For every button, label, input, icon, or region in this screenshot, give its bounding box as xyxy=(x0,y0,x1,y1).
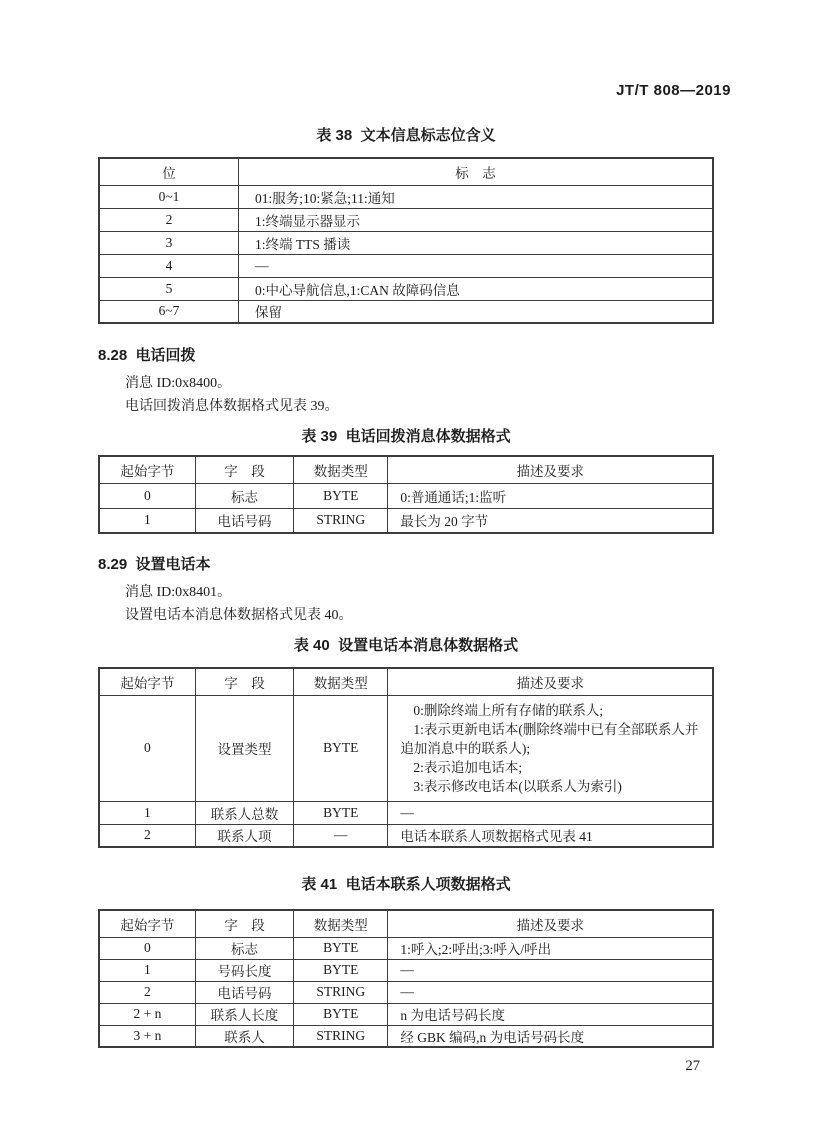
column-header: 数据类型 xyxy=(294,910,388,937)
table-cell: 联系人 xyxy=(195,1025,293,1047)
table-cell: 5 xyxy=(99,277,238,300)
table-cell: 1 xyxy=(99,801,195,824)
table-41 xyxy=(98,909,714,1048)
table-header-row xyxy=(99,668,713,695)
column-header: 起始字节 xyxy=(99,910,195,937)
section-828-message-id: 消息 ID:0x8400。 xyxy=(125,376,232,391)
table-cell: BYTE xyxy=(294,1003,388,1025)
table-cell: BYTE xyxy=(294,695,388,801)
section-828-table-ref: 电话回拨消息体数据格式见表 39。 xyxy=(125,399,339,414)
table-row xyxy=(99,231,713,254)
table-row xyxy=(99,1025,713,1047)
standard-number-header: JT/T 808—2019 xyxy=(616,82,731,99)
table-cell: 最长为 20 字节 xyxy=(388,508,713,533)
section-829-message-id: 消息 ID:0x8401。 xyxy=(125,585,232,600)
table-cell xyxy=(388,695,713,801)
table-row xyxy=(99,300,713,323)
table-cell: 1 xyxy=(99,508,195,533)
column-header: 描述及要求 xyxy=(388,668,713,695)
table-row xyxy=(99,508,713,533)
table-cell: BYTE xyxy=(294,937,388,959)
table-41-caption: 表 41 电话本联系人项数据格式 xyxy=(301,876,511,893)
table-cell: 0 xyxy=(99,695,195,801)
table-cell: 保留 xyxy=(238,300,713,323)
table-cell: — xyxy=(294,824,388,847)
page-number: 27 xyxy=(685,1058,700,1074)
table-row xyxy=(99,483,713,508)
table-cell: 经 GBK 编码,n 为电话号码长度 xyxy=(388,1025,713,1047)
table-cell: 01:服务;10:紧急;11:通知 xyxy=(238,185,713,208)
table-cell: 电话号码 xyxy=(195,508,293,533)
table-cell: — xyxy=(238,254,713,277)
table-cell: 1:终端 TTS 播读 xyxy=(238,231,713,254)
table-header-row xyxy=(99,456,713,483)
table-cell: 1 xyxy=(99,959,195,981)
table-cell: 3 xyxy=(99,231,238,254)
table-cell: 0~1 xyxy=(99,185,238,208)
table-cell: 6~7 xyxy=(99,300,238,323)
column-header: 描述及要求 xyxy=(388,910,713,937)
table-40-caption: 表 40 设置电话本消息体数据格式 xyxy=(293,637,519,654)
table-cell: 电话本联系人项数据格式见表 41 xyxy=(388,824,713,847)
column-header: 起始字节 xyxy=(99,456,195,483)
column-header: 数据类型 xyxy=(294,668,388,695)
table-cell: 3 + n xyxy=(99,1025,195,1047)
table-row xyxy=(99,824,713,847)
table-row xyxy=(99,277,713,300)
table-row xyxy=(99,959,713,981)
table-cell: 2 xyxy=(99,824,195,847)
table-cell: 0 xyxy=(99,937,195,959)
table-cell: — xyxy=(388,959,713,981)
column-header: 描述及要求 xyxy=(388,456,713,483)
table-cell: 4 xyxy=(99,254,238,277)
table-cell: BYTE xyxy=(294,801,388,824)
table-39 xyxy=(98,455,714,534)
table-cell: 0 xyxy=(99,483,195,508)
table-row xyxy=(99,981,713,1003)
table-cell: 号码长度 xyxy=(195,959,293,981)
cell-line: 2:表示追加电话本; xyxy=(413,759,523,775)
table-cell: 标志 xyxy=(195,483,293,508)
section-829-table-ref: 设置电话本消息体数据格式见表 40。 xyxy=(125,608,353,623)
table-cell: BYTE xyxy=(294,959,388,981)
table-38-caption: 表 38 文本信息标志位含义 xyxy=(316,127,496,144)
table-cell: 0:中心导航信息,1:CAN 故障码信息 xyxy=(238,277,713,300)
table-cell: 标志 xyxy=(195,937,293,959)
column-header: 字 段 xyxy=(195,668,293,695)
column-header: 标 志 xyxy=(238,158,713,185)
column-header: 数据类型 xyxy=(294,456,388,483)
table-row xyxy=(99,801,713,824)
table-cell: — xyxy=(388,801,713,824)
cell-line: 0:删除终端上所有存储的联系人; xyxy=(413,702,604,718)
table-row xyxy=(99,208,713,231)
table-cell: 2 xyxy=(99,981,195,1003)
cell-line: 3:表示修改电话本(以联系人为索引) xyxy=(413,778,622,794)
column-header: 字 段 xyxy=(195,456,293,483)
table-row xyxy=(99,1003,713,1025)
table-cell: 联系人项 xyxy=(195,824,293,847)
table-cell: 设置类型 xyxy=(195,695,293,801)
table-cell: 电话号码 xyxy=(195,981,293,1003)
table-header-row xyxy=(99,158,713,185)
table-cell: 1:终端显示器显示 xyxy=(238,208,713,231)
table-row xyxy=(99,185,713,208)
table-39-caption: 表 39 电话回拨消息体数据格式 xyxy=(301,428,511,445)
table-row xyxy=(99,937,713,959)
table-cell: BYTE xyxy=(294,483,388,508)
table-cell: STRING xyxy=(294,508,388,533)
table-cell: 联系人长度 xyxy=(195,1003,293,1025)
table-cell: 2 + n xyxy=(99,1003,195,1025)
page-content xyxy=(98,0,731,1075)
table-row xyxy=(99,254,713,277)
column-header: 字 段 xyxy=(195,910,293,937)
section-828-heading: 8.28 电话回拨 xyxy=(98,347,196,364)
column-header: 位 xyxy=(99,158,238,185)
table-cell: — xyxy=(388,981,713,1003)
table-row xyxy=(99,695,713,801)
table-cell: 联系人总数 xyxy=(195,801,293,824)
table-cell: STRING xyxy=(294,1025,388,1047)
table-cell: 0:普通通话;1:监听 xyxy=(388,483,713,508)
table-38 xyxy=(98,157,714,324)
cell-line: 1:表示更新电话本(删除终端中已有全部联系人并追加消息中的联系人); xyxy=(400,721,699,756)
table-40 xyxy=(98,667,714,848)
column-header: 起始字节 xyxy=(99,668,195,695)
table-cell: 1:呼入;2:呼出;3:呼入/呼出 xyxy=(388,937,713,959)
table-cell: 2 xyxy=(99,208,238,231)
table-header-row xyxy=(99,910,713,937)
section-829-heading: 8.29 设置电话本 xyxy=(98,556,211,573)
table-cell: STRING xyxy=(294,981,388,1003)
table-cell: n 为电话号码长度 xyxy=(388,1003,713,1025)
